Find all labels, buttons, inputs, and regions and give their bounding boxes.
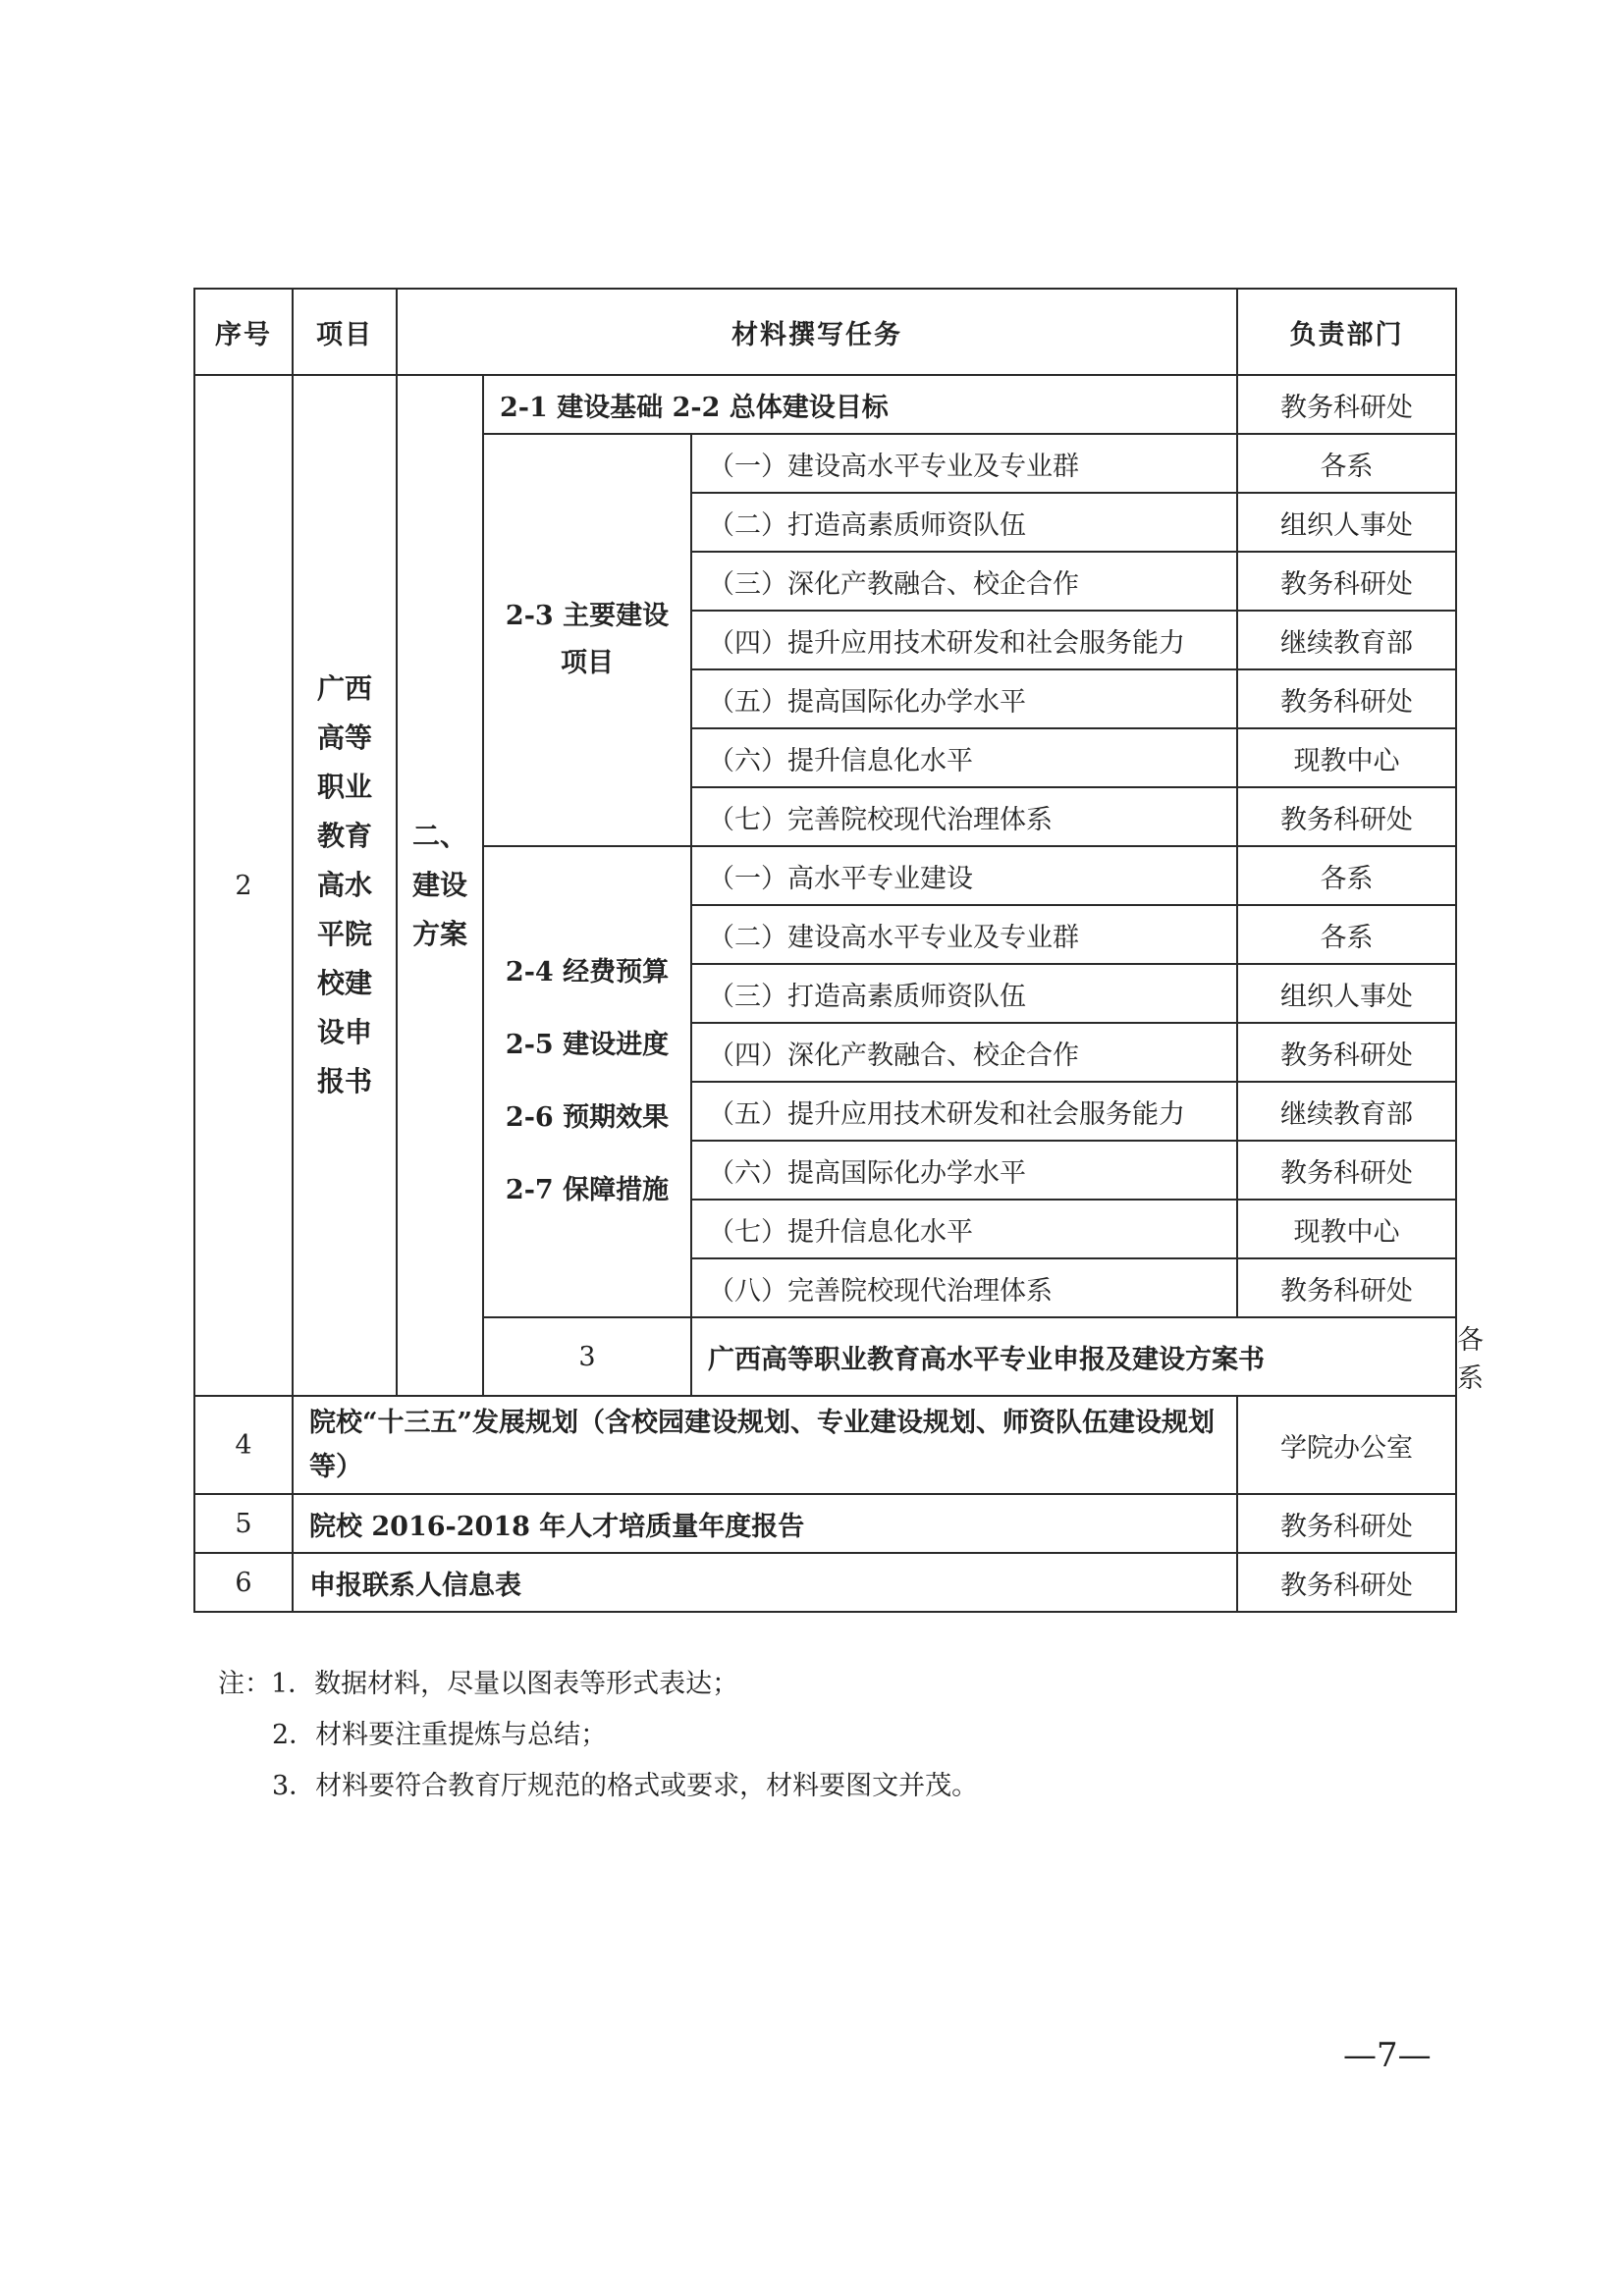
task-cell: （一）高水平专业建设: [691, 846, 1237, 905]
page-number: —7—: [1343, 2036, 1432, 2075]
section-line: 二、: [411, 820, 467, 852]
dept-cell: 教务科研处: [1237, 669, 1456, 728]
task-table: [193, 288, 1485, 1613]
dept-cell: 各系: [1237, 846, 1456, 905]
note-line: 注：1．数据材料，尽量以图表等形式表达；: [218, 1669, 739, 1699]
task-cell: （二）打造高素质师资队伍: [691, 493, 1237, 552]
section-line: 方案: [411, 918, 467, 950]
dept-cell: 继续教育部: [1237, 1082, 1456, 1141]
group2-label-line: 2-6 预期效果: [505, 1102, 670, 1133]
item-line: 教育: [316, 820, 372, 852]
table-row: [194, 1553, 1456, 1612]
header-seq: 序号: [194, 289, 293, 375]
dept-cell: 教务科研处: [1237, 1141, 1456, 1200]
header-item: 项目: [293, 289, 397, 375]
dept-cell: 各系: [1237, 905, 1456, 964]
row-seq: 5: [194, 1494, 293, 1553]
task-cell: （六）提升信息化水平: [691, 728, 1237, 787]
task-cell: （三）深化产教融合、校企合作: [691, 552, 1237, 611]
row-seq: 6: [194, 1553, 293, 1612]
group1-label: [483, 434, 691, 846]
table-row: [194, 1494, 1456, 1553]
item-text: 申报联系人信息表: [293, 1553, 1237, 1612]
item-line: 平院: [316, 918, 372, 950]
group2-label-line: 2-5 建设进度: [505, 1030, 670, 1060]
task-cell: （四）深化产教融合、校企合作: [691, 1023, 1237, 1082]
task-cell: （五）提高国际化办学水平: [691, 669, 1237, 728]
row-seq: 4: [194, 1396, 293, 1494]
item-line: 广西: [316, 672, 372, 705]
table-row: 3 广西高等职业教育高水平专业申报及建设方案书 各系: [194, 1317, 1456, 1396]
dept-cell: 教务科研处: [1237, 1553, 1456, 1612]
task-cell: （三）打造高素质师资队伍: [691, 964, 1237, 1023]
task-cell: （五）提升应用技术研发和社会服务能力: [691, 1082, 1237, 1141]
dept-cell: 继续教育部: [1237, 611, 1456, 669]
dept-cell: 教务科研处: [1237, 1023, 1456, 1082]
row-seq: 3: [483, 1317, 691, 1396]
dept-cell: 现教中心: [1237, 728, 1456, 787]
dept-cell: 教务科研处: [1237, 1494, 1456, 1553]
note-line: 2．材料要注重提炼与总结；: [272, 1720, 608, 1750]
dept-cell: 教务科研处: [1237, 787, 1456, 846]
header-row: [194, 289, 1456, 375]
dept-cell: 学院办公室: [1237, 1396, 1456, 1494]
dept-cell: 教务科研处: [1237, 552, 1456, 611]
group1-label-line: 2-3 主要建设: [505, 601, 670, 631]
item-line: 校建: [316, 967, 372, 999]
section-cell: [397, 375, 483, 1396]
task-cell: （二）建设高水平专业及专业群: [691, 905, 1237, 964]
note-line: 3．材料要符合教育厅规范的格式或要求，材料要图文并茂。: [272, 1771, 979, 1801]
dept-cell: 组织人事处: [1237, 493, 1456, 552]
group2-label: [483, 846, 691, 1317]
item-text: 院校 2016-2018 年人才培质量年度报告: [293, 1494, 1237, 1553]
item-line: 报书: [316, 1065, 372, 1097]
item-line: 高水: [316, 869, 372, 901]
item-line: 高等: [316, 721, 372, 754]
row-seq: 2: [194, 375, 293, 1396]
item-text: 院校“十三五”发展规划（含校园建设规划、专业建设规划、师资队伍建设规划等）: [293, 1396, 1237, 1494]
dept-cell: 教务科研处: [1237, 1258, 1456, 1317]
group1-label-line: 项目: [561, 648, 614, 678]
group2-label-line: 2-7 保障措施: [505, 1175, 670, 1205]
item-line: 设申: [316, 1016, 372, 1048]
dept-cell: 各系: [1237, 434, 1456, 493]
task-cell: （八）完善院校现代治理体系: [691, 1258, 1237, 1317]
dept-cell: 组织人事处: [1237, 964, 1456, 1023]
task-cell: （四）提升应用技术研发和社会服务能力: [691, 611, 1237, 669]
item-cell: [293, 375, 397, 1396]
group2-label-line: 2-4 经费预算: [505, 957, 670, 988]
notes: [218, 1659, 978, 1812]
dept-cell: 教务科研处: [1237, 375, 1456, 434]
task-cell: （七）完善院校现代治理体系: [691, 787, 1237, 846]
task-cell: （六）提高国际化办学水平: [691, 1141, 1237, 1200]
item-line: 职业: [316, 771, 372, 803]
dept-cell: 现教中心: [1237, 1200, 1456, 1258]
table-row: [194, 1396, 1456, 1494]
task-cell: （一）建设高水平专业及专业群: [691, 434, 1237, 493]
header-dept: 负责部门: [1237, 289, 1456, 375]
table-row: [194, 375, 1456, 434]
section-line: 建设: [411, 869, 467, 901]
task-cell: （七）提升信息化水平: [691, 1200, 1237, 1258]
sub1-label: 2-1 建设基础 2-2 总体建设目标: [483, 375, 1237, 434]
header-task: 材料撰写任务: [397, 289, 1237, 375]
item-text: 广西高等职业教育高水平专业申报及建设方案书: [691, 1317, 1456, 1396]
